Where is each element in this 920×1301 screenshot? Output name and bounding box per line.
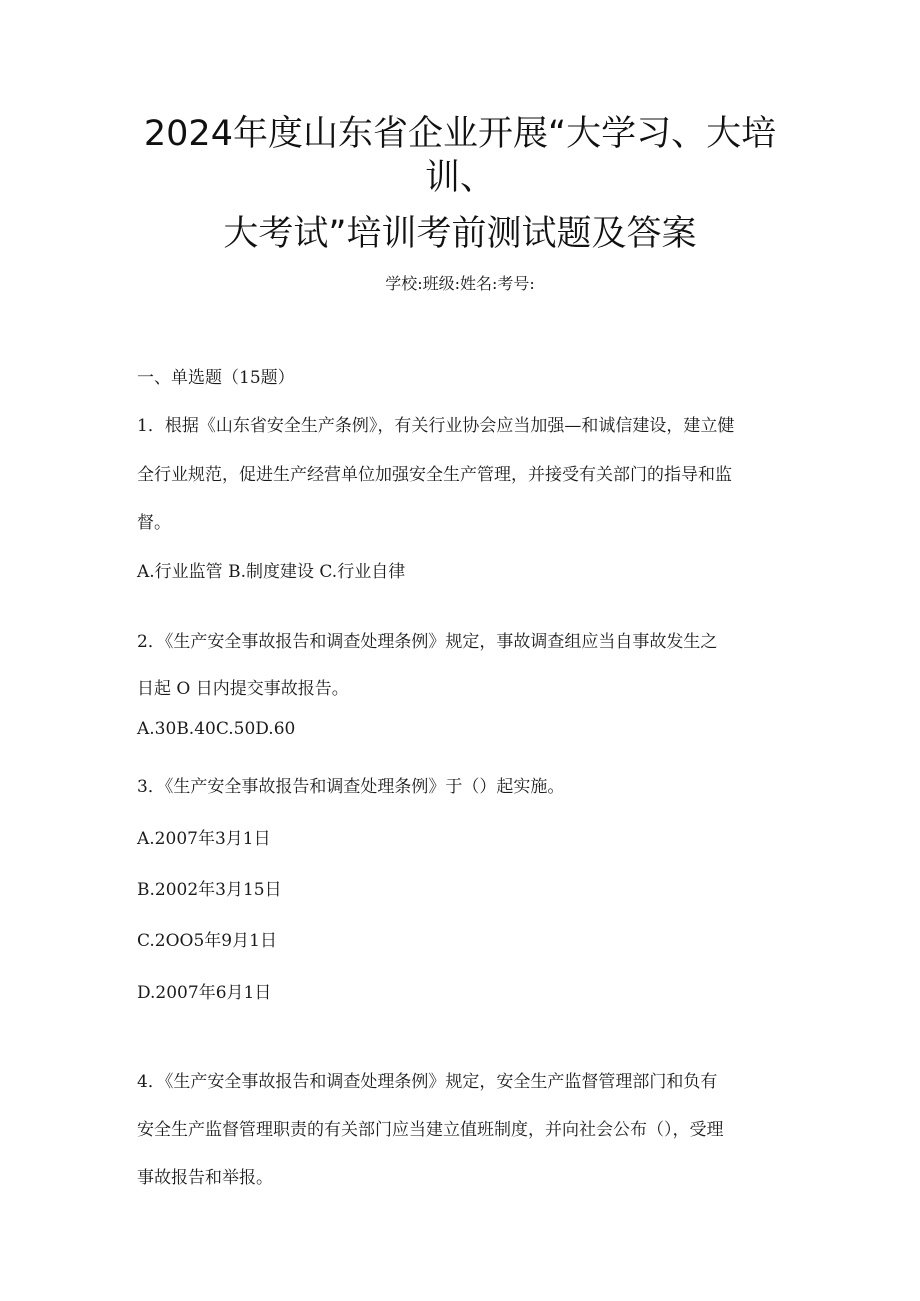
question-4-line-1: 4．《生产安全事故报告和调查处理条例》规定，安全生产监督管理部门和负有 bbox=[137, 1072, 718, 1092]
question-2-line-1: 2．《生产安全事故报告和调查处理条例》规定，事故调查组应当自事故发生之 bbox=[137, 632, 718, 652]
student-info-line: 学校:班级:姓名:考号: bbox=[385, 274, 535, 293]
question-4-line-2: 安全生产监督管理职责的有关部门应当建立值班制度，并向社会公布（），受理 bbox=[137, 1120, 724, 1140]
question-1-options: A.行业监管 B.制度建设 C.行业自律 bbox=[137, 562, 406, 582]
question-3-text: 3．《生产安全事故报告和调查处理条例》于（）起实施。 bbox=[137, 777, 565, 797]
question-4-line-3: 事故报告和举报。 bbox=[137, 1168, 273, 1188]
question-1-line-2: 全行业规范，促进生产经营单位加强安全生产管理，并接受有关部门的指导和监 bbox=[137, 465, 732, 485]
question-1-line-1: 1．根据《山东省安全生产条例》，有关行业协会应当加强—和诚信建设，建立健 bbox=[137, 416, 735, 436]
document-title-line-3: 大考试”培训考前测试题及答案 bbox=[223, 214, 697, 254]
question-3-option-d: D.2007年6月1日 bbox=[137, 983, 272, 1003]
question-1-line-3: 督。 bbox=[137, 513, 171, 533]
question-3-option-c: C.2OO5年9月1日 bbox=[137, 931, 277, 951]
section-heading: 一、单选题（15题） bbox=[137, 368, 295, 388]
question-2-options: A.30B.40C.50D.60 bbox=[137, 719, 296, 739]
question-2-line-2: 日起 O 日内提交事故报告。 bbox=[137, 679, 349, 699]
question-3-option-b: B.2002年3月15日 bbox=[137, 880, 282, 900]
document-title-line-1: 2024年度山东省企业开展“大学习、大培 bbox=[143, 114, 777, 154]
question-3-option-a: A.2007年3月1日 bbox=[137, 829, 271, 849]
document-title-line-2: 训、 bbox=[424, 158, 495, 198]
